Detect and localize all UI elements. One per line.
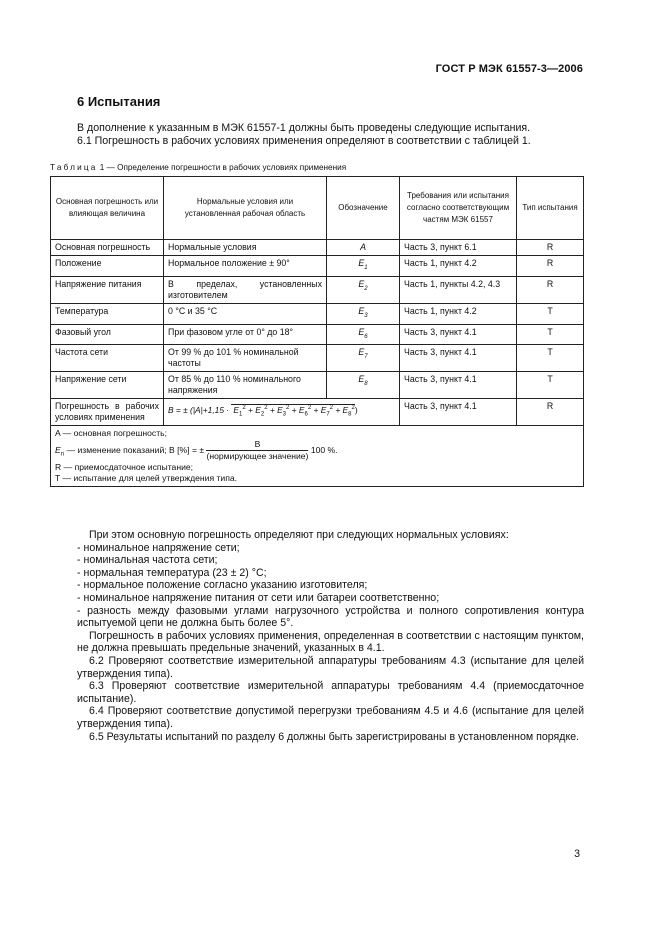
- symbol-cell: [327, 324, 400, 345]
- header-cell: Обозначение: [327, 177, 400, 240]
- table-footnote-row: [51, 426, 584, 487]
- quantity-cell: Напряжение сети: [51, 372, 164, 399]
- table-row: [51, 399, 584, 426]
- page-number: 3: [574, 848, 580, 860]
- quantity-cell: Фазовый угол: [51, 324, 164, 345]
- formula-prefix: B = ± (|A|+1,15 ·: [168, 405, 230, 416]
- error-table: [50, 176, 584, 487]
- footnote-t: T — испытание для целей утверждения типа.: [55, 473, 238, 484]
- symbol-letter: E: [358, 326, 365, 337]
- condition-item: - номинальное напряжение сети;: [77, 541, 240, 554]
- table-caption-label: Таблица: [50, 163, 98, 172]
- paragraph-error-limit: Погрешность в рабочих условиях применения, определенная в соответствии с настоящим пунктом, не должна превышать предельные значений, указанных в 4.1.: [77, 629, 584, 655]
- test-type-cell: R: [517, 399, 584, 426]
- paragraph-6-2: 6.2 Проверяют соответствие измерительной аппаратуры требованиям 4.3 (испытание для целей утверждения типа).: [77, 654, 584, 680]
- formula-suffix: ): [354, 405, 358, 416]
- requirement-cell: Часть 3, пункт 4.1: [400, 399, 517, 426]
- table-row: [51, 324, 584, 345]
- quantity-cell: Погрешность в рабочих условиях применения: [51, 399, 164, 426]
- footnote-r: R — приемосдаточное испытание;: [55, 462, 194, 473]
- requirement-cell: Часть 3, пункт 4.1: [400, 345, 517, 372]
- header-cell: Тип испытания: [517, 177, 584, 240]
- table-footnotes: [51, 426, 584, 487]
- symbol-letter: E: [358, 374, 365, 385]
- table-caption-text: 1 — Определение погрешности в рабочих условиях применения: [97, 163, 347, 172]
- quantity-cell: Напряжение питания: [51, 276, 164, 303]
- symbol-subscript: 6: [364, 333, 368, 340]
- condition-item: - разность между фазовыми углами нагрузочного устройства и полного сопротивления контура испытуемой цепи не должна быть более 5°.: [77, 604, 584, 630]
- symbol-letter: E: [358, 305, 365, 316]
- conditions-cell: В пределах, установленных изготовителем: [164, 276, 327, 303]
- conditions-cell: От 85 % до 110 % номинального напряжения: [164, 372, 327, 399]
- condition-item: - нормальная температура (23 ± 2) °С;: [77, 566, 267, 579]
- quantity-cell: Температура: [51, 303, 164, 324]
- symbol-subscript: 2: [364, 285, 368, 292]
- table-row: [51, 345, 584, 372]
- formula-cell: [164, 399, 400, 426]
- symbol-subscript: 3: [364, 312, 368, 319]
- footnote-en: $E_n$ — изменение показаний; B [%] = ± $\frac{B}{\text{(нормирующее значение)}}$ 100 %.: [55, 439, 338, 462]
- conditions-cell: Нормальные условия: [164, 240, 327, 256]
- symbol-letter: E: [358, 258, 365, 268]
- requirement-cell: Часть 1, пункт 4.2: [400, 256, 517, 277]
- body-lead: При этом основную погрешность определяют при следующих нормальных условиях:: [89, 529, 509, 541]
- footnote-a: A — основная погрешность;: [55, 428, 168, 439]
- symbol-letter: A: [360, 242, 366, 252]
- section-title: 6 Испытания: [77, 94, 161, 109]
- header-cell: Основная погрешность или влияющая величина: [51, 177, 164, 240]
- requirement-cell: Часть 1, пункты 4.2, 4.3: [400, 276, 517, 303]
- requirement-cell: Часть 1, пункт 4.2: [400, 303, 517, 324]
- table-caption: [50, 163, 346, 172]
- condition-item: - номинальная частота сети;: [77, 554, 218, 567]
- test-type-cell: R: [517, 256, 584, 277]
- document-id-header: ГОСТ Р МЭК 61557-3—2006: [435, 63, 583, 75]
- requirement-cell: Часть 3, пункт 4.1: [400, 324, 517, 345]
- requirement-cell: Часть 3, пункт 4.1: [400, 372, 517, 399]
- test-type-cell: T: [517, 345, 584, 372]
- table-row: [51, 372, 584, 399]
- table-header-row: [51, 177, 584, 240]
- symbol-cell: [327, 240, 400, 256]
- table-row: [51, 256, 584, 277]
- conditions-cell: От 99 % до 101 % номинальной частоты: [164, 345, 327, 372]
- symbol-subscript: 8: [364, 381, 368, 387]
- intro-paragraph-1: В дополнение к указанным в МЭК 61557-1 должны быть проведены следующие испытания.: [77, 122, 531, 134]
- symbol-cell: [327, 303, 400, 324]
- header-cell: Требования или испытания согласно соответствующим частям МЭК 61557: [400, 177, 517, 240]
- conditions-cell: При фазовом угле от 0° до 18°: [164, 324, 327, 345]
- test-type-cell: R: [517, 276, 584, 303]
- quantity-cell: Частота сети: [51, 345, 164, 372]
- symbol-subscript: 1: [364, 264, 368, 271]
- condition-item: - нормальное положение согласно указанию изготовителя;: [77, 579, 368, 592]
- paragraph-6-5: 6.5 Результаты испытаний по разделу 6 должны быть зарегистрированы в установленном порядке.: [89, 730, 580, 743]
- paragraph-6-4: 6.4 Проверяют соответствие допустимой перегрузки требованиям 4.5 и 4.6 (испытание для целей утверждения типа).: [77, 705, 584, 730]
- footnote-fraction: $\frac{B}{\text{(нормирующее значение)}}$: [206, 439, 309, 462]
- table-row: [51, 240, 584, 256]
- symbol-cell: [327, 372, 400, 399]
- quantity-cell: Основная погрешность: [51, 240, 164, 256]
- test-type-cell: T: [517, 303, 584, 324]
- symbol-letter: E: [358, 347, 365, 358]
- paragraph-6-3: 6.3 Проверяют соответствие измерительной аппаратуры требованиям 4.4 (приемосдаточное испытание).: [77, 680, 584, 705]
- test-type-cell: T: [517, 372, 584, 399]
- body-section: [77, 529, 584, 743]
- symbol-subscript: 7: [364, 354, 368, 360]
- condition-item: - номинальное напряжение питания от сети или батареи соответственно;: [77, 591, 440, 604]
- requirement-cell: Часть 3, пункт 6.1: [400, 240, 517, 256]
- test-type-cell: R: [517, 240, 584, 256]
- table-row: [51, 303, 584, 324]
- conditions-cell: Нормальное положение ± 90°: [164, 256, 327, 277]
- formula-radicand: $E_1^2 + E_2^2 + E_3^2 + E_6^2 + E_7^2 + E_8^2$: [233, 405, 355, 418]
- table-row: [51, 276, 584, 303]
- symbol-cell: [327, 256, 400, 277]
- test-type-cell: T: [517, 324, 584, 345]
- intro-paragraph-2: 6.1 Погрешность в рабочих условиях применения определяют в соответствии с таблицей 1.: [77, 135, 531, 147]
- symbol-cell: [327, 345, 400, 372]
- header-cell: Нормальные условия или установленная рабочая область: [164, 177, 327, 240]
- symbol-cell: [327, 276, 400, 303]
- quantity-cell: Положение: [51, 256, 164, 277]
- symbol-letter: E: [358, 278, 365, 289]
- conditions-cell: 0 °C и 35 °C: [164, 303, 327, 324]
